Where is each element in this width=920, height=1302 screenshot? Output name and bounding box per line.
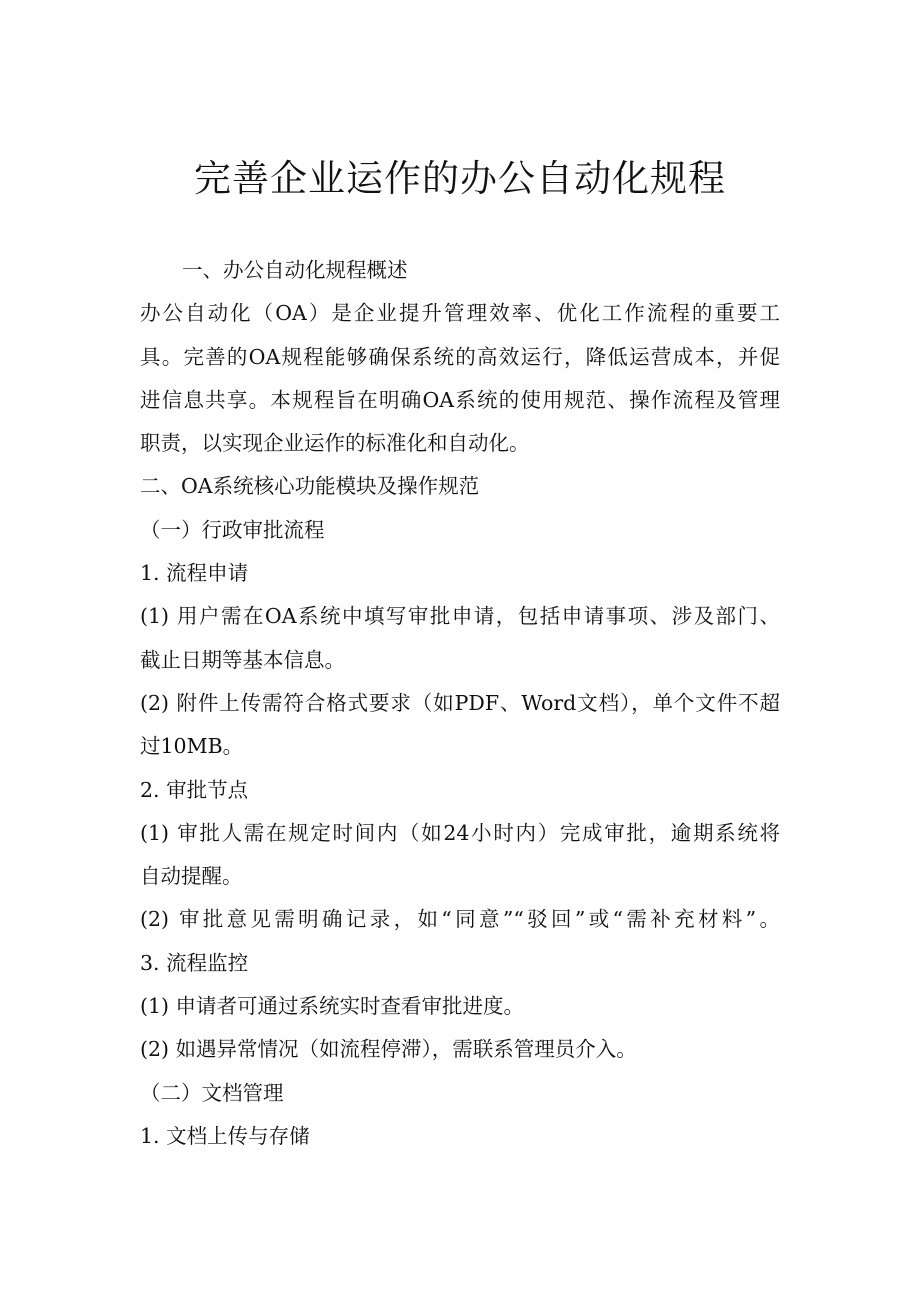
paragraph-line: （二）文档管理 (140, 1080, 284, 1105)
paragraph-line: （一）行政审批流程 (140, 517, 325, 542)
paragraph-line: 进信息共享。本规程旨在明确OA系统的使用规范、操作流程及管理 (140, 387, 780, 412)
paragraph-line: 1. 文档上传与存储 (140, 1123, 310, 1148)
paragraph-line: 一、办公自动化规程概述 (182, 258, 408, 282)
paragraph-line: 截止日期等基本信息。 (140, 647, 345, 672)
paragraph-line: 3. 流程监控 (140, 950, 249, 975)
paragraph-line: 自动提醒。 (140, 864, 243, 889)
paragraph-line: (2) 审批意见需明确记录，如“同意”“驳回”或“需补充材料”。 (140, 907, 780, 932)
document-title: 完善企业运作的办公自动化规程 (194, 157, 726, 200)
paragraph-line: 1. 流程申请 (140, 561, 249, 586)
paragraph-line: (1) 申请者可通过系统实时查看审批进度。 (140, 994, 525, 1019)
paragraph-line: 二、OA系统核心功能模块及操作规范 (140, 474, 480, 499)
paragraph-line: 具。完善的OA规程能够确保系统的高效运行，降低运营成本，并促 (140, 344, 780, 369)
paragraph-line: 过10MB。 (140, 734, 244, 759)
paragraph-line: (2) 附件上传需符合格式要求（如PDF、Word文档），单个文件不超 (140, 690, 780, 715)
paragraph-line: (1) 审批人需在规定时间内（如24小时内）完成审批，逾期系统将 (140, 820, 780, 845)
paragraph-line: 2. 审批节点 (140, 777, 249, 802)
paragraph-line: 职责，以实现企业运作的标准化和自动化。 (140, 431, 530, 456)
paragraph-line: (1) 用户需在OA系统中填写审批申请，包括申请事项、涉及部门、 (140, 604, 780, 629)
document-body (140, 255, 780, 1164)
paragraph-line: (2) 如遇异常情况（如流程停滞），需联系管理员介入。 (140, 1037, 637, 1062)
paragraph-line: 办公自动化（OA）是企业提升管理效率、优化工作流程的重要工 (140, 301, 780, 326)
